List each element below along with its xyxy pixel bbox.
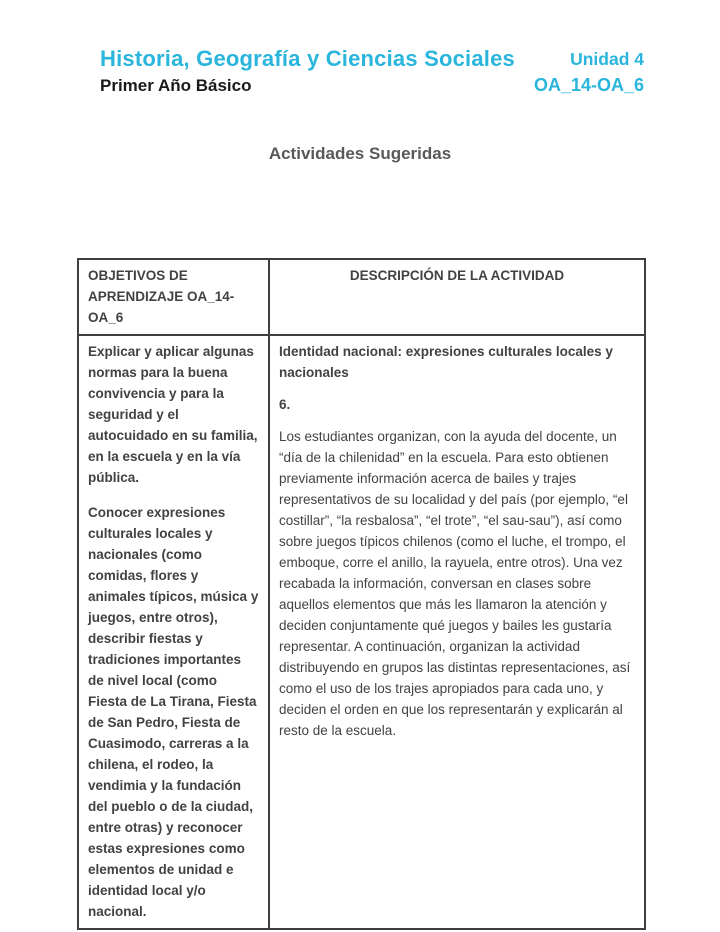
activity-heading: Identidad nacional: expresiones culturales locales y nacionales <box>279 344 613 380</box>
description-cell <box>269 335 645 929</box>
oa-code-label: OA_14-OA_6 <box>533 75 644 95</box>
activity-description: Los estudiantes organizan, con la ayuda del docente, un “día de la chilenidad” en la escuela. Para esto obtienen previamente información acerca de bailes y trajes representativos de su localidad y del país (por ejemplo, “el costillar”, “la resbalosa”, “el trote”, “el sau-sau”), así como sobre juegos típicos chilenos (como el luche, el trompo, el emboque, corre el anillo, la rayuela, entre otros). Una vez recabada la información, conversan en clases sobre aquellos elementos que más les llamaron la atención y deciden conjuntamente qué juegos y bailes les gustaría representar. A continuación, organizan la actividad distribuyendo en grupos las distintas representaciones, así como el uso de los trajes apropiados para cada uno, y deciden el orden en que los representarán y explicarán al resto de la escuela. <box>279 429 631 738</box>
section-heading: Actividades Sugeridas <box>268 144 452 163</box>
document-subtitle: Primer Año Básico <box>100 76 252 95</box>
description-column-header: DESCRIPCIÓN DE LA ACTIVIDAD <box>269 259 645 335</box>
header-unit-block <box>534 45 644 97</box>
activity-number: 6. <box>279 397 291 412</box>
unit-label: Unidad 4 <box>570 49 644 69</box>
objective-paragraph-2: Conocer expresiones culturales locales y nacionales (como comidas, flores y animales típicos, música y juegos, entre otros), describir fiestas y tradiciones importantes de nivel local (como Fiesta de La Tirana, Fiesta de San Pedro, Fiesta de Cuasimodo, carreras a la chilena, el rodeo, la vendimia y la fundación del pueblo o de la ciudad, entre otras) y reconocer estas expresiones como elementos de unidad e identidad local y/o nacional. <box>88 505 259 919</box>
activities-table <box>77 258 646 930</box>
objective-paragraph-1: Explicar y aplicar algunas normas para la buena convivencia y para la seguridad y el autocuidado en su familia, en la escuela y en la vía pública. <box>88 344 258 485</box>
document-header <box>100 44 644 97</box>
table-header-row <box>78 259 645 335</box>
objectives-column-header: OBJETIVOS DE APRENDIZAJE OA_14-OA_6 <box>78 259 269 335</box>
document-page <box>0 44 720 932</box>
table-body-row <box>78 335 645 929</box>
document-title: Historia, Geografía y Ciencias Sociales <box>100 46 515 71</box>
objectives-cell <box>78 335 269 929</box>
